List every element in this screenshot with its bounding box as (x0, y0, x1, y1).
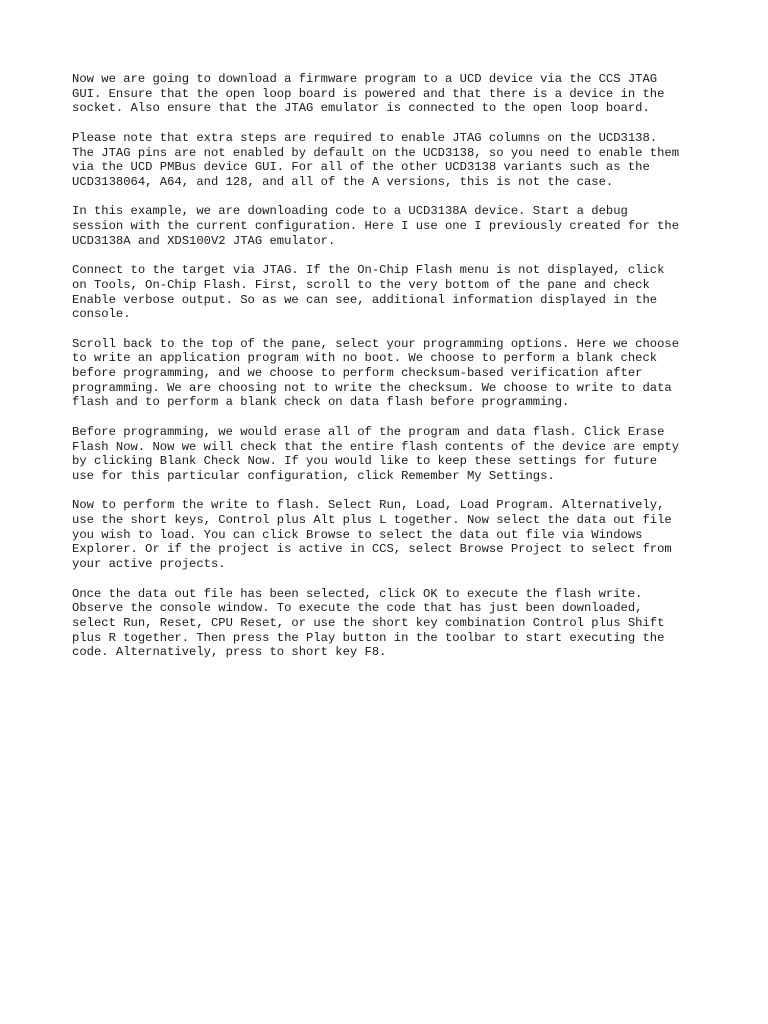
text-line: select Run, Reset, CPU Reset, or use the short key combination Control plus Shift (72, 615, 665, 630)
paragraph-6 (72, 425, 712, 484)
text-line: Before programming, we would erase all of the program and data flash. Click Erase (72, 424, 665, 439)
text-line: session with the current configuration. Here I use one I previously created for the (72, 219, 680, 233)
text-line: on Tools, On-Chip Flash. First, scroll to the very bottom of the pane and check (72, 277, 650, 292)
text-line: by clicking Blank Check Now. If you would like to keep these settings for future (72, 454, 658, 469)
text-line: Observe the console window. To execute the code that has just been downloaded, (72, 601, 643, 616)
paragraph-3 (72, 204, 712, 248)
text-line: In this example, we are downloading code to a UCD3138A device. Start a debug (72, 204, 628, 219)
paragraph-5 (72, 337, 712, 411)
text-line: Now to perform the write to flash. Select Run, Load, Load Program. Alternatively, (72, 498, 665, 513)
text-line: socket. Also ensure that the JTAG emulator is connected to the open loop board. (72, 101, 650, 116)
paragraph-4 (72, 263, 712, 322)
text-line: code. Alternatively, press to short key F8. (72, 645, 387, 660)
text-line: UCD3138064, A64, and 128, and all of the A versions, this is not the case. (72, 174, 614, 189)
text-line: console. (72, 307, 131, 322)
text-line: Now we are going to download a firmware program to a UCD device via the CCS JTAG (72, 72, 658, 86)
text-line: Explorer. Or if the project is active in CCS, select Browse Project to select from (72, 542, 672, 557)
text-line: plus R together. Then press the Play button in the toolbar to start executing the (72, 630, 665, 645)
text-line: you wish to load. You can click Browse to select the data out file via Windows (72, 527, 643, 542)
text-line: Enable verbose output. So as we can see, additional information displayed in the (72, 292, 658, 307)
text-line: flash and to perform a blank check on data flash before programming. (72, 395, 570, 410)
text-line: Flash Now. Now we will check that the entire flash contents of the device are empty (72, 439, 680, 454)
text-line: via the UCD PMBus device GUI. For all of the other UCD3138 variants such as the (72, 160, 650, 175)
text-line: use for this particular configuration, click Remember My Settings. (72, 468, 555, 483)
paragraph-1 (72, 72, 712, 116)
text-line: UCD3138A and XDS100V2 JTAG emulator. (72, 233, 336, 248)
text-line: Scroll back to the top of the pane, select your programming options. Here we choose (72, 336, 680, 351)
text-line: The JTAG pins are not enabled by default on the UCD3138, so you need to enable them (72, 145, 680, 160)
paragraph-8 (72, 587, 712, 661)
text-line: GUI. Ensure that the open loop board is powered and that there is a device in the (72, 86, 665, 101)
paragraph-7 (72, 498, 712, 572)
text-line: Please note that extra steps are required to enable JTAG columns on the UCD3138. (72, 130, 658, 145)
text-line: before programming, and we choose to perform checksum-based verification after (72, 366, 643, 380)
text-line: your active projects. (72, 557, 226, 572)
text-line: use the short keys, Control plus Alt plus L together. Now select the data out file (72, 513, 672, 527)
text-line: Connect to the target via JTAG. If the On-Chip Flash menu is not displayed, click (72, 263, 665, 278)
text-line: to write an application program with no boot. We choose to perform a blank check (72, 351, 658, 366)
paragraph-2 (72, 131, 712, 190)
document-page (72, 72, 712, 675)
text-line: Once the data out file has been selected, click OK to execute the flash write. (72, 586, 643, 601)
text-line: programming. We are choosing not to write the checksum. We choose to write to data (72, 380, 672, 395)
